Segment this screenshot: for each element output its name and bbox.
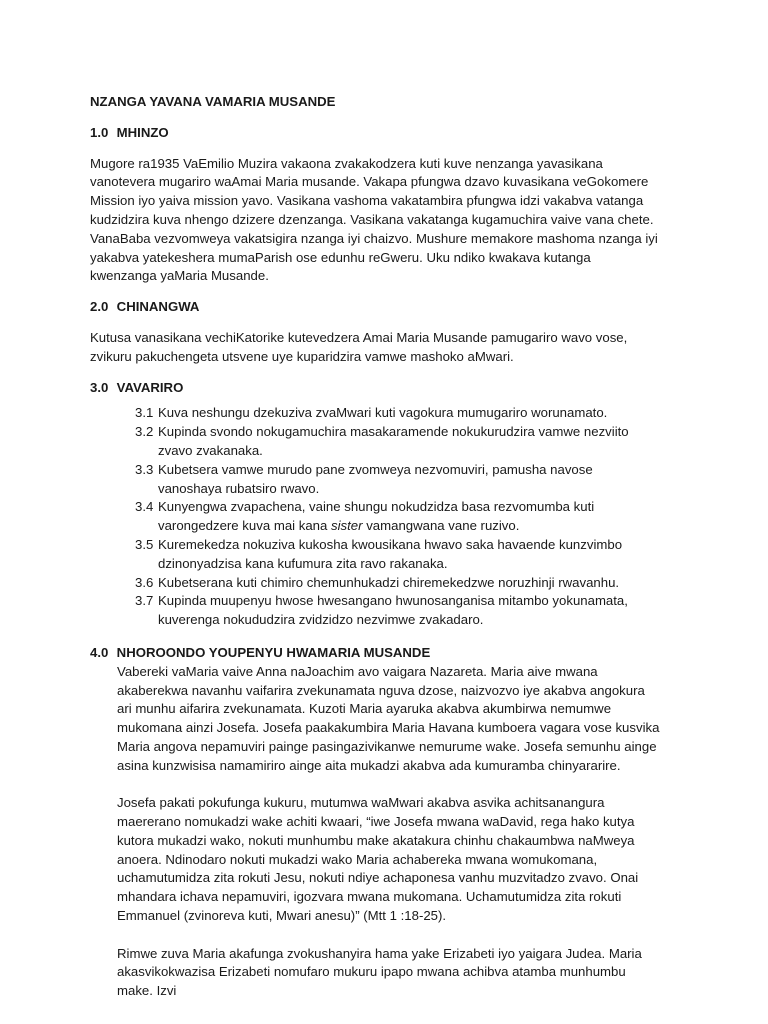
item-text-end: vamangwana vane ruzivo. xyxy=(362,518,520,534)
objectives-list xyxy=(90,404,660,630)
list-item xyxy=(90,498,660,536)
item-number: 3.2 xyxy=(135,424,154,440)
list-item xyxy=(90,592,660,630)
list-item xyxy=(90,423,660,461)
item-text: Kupinda muupenyu hwose hwesangano hwunosanganisa mitambo yokunamata, kuverenga nokududzira zvidzidzo nezvimwe zvakadaro. xyxy=(158,593,628,628)
item-text: Kubetserana kuti chimiro chemunhukadzi chiremekedzwe noruzhinji rwavanhu. xyxy=(158,574,620,590)
item-text: Kubetsera vamwe murudo pane zvomweya nezvomuviri, pamusha navose vanoshaya rubatsiro rwavo. xyxy=(158,461,593,496)
item-number: 3.7 xyxy=(135,593,154,609)
section-title: MHINZO xyxy=(116,124,169,140)
section-paragraph: Rimwe zuva Maria akafunga zvokushanyira hama yake Erizabeti iyo yaigara Judea. Maria akasvikokwazisa Erizabeti nomufaro mukuru ipapo mwana achibva atamba munhumbu make. Izvi xyxy=(117,945,642,999)
section-title: VAVARIRO xyxy=(116,379,184,395)
item-text: Kupinda svondo nokugamuchira masakaramende nokukurudzira vamwe nezviito zvavo zvakanaka. xyxy=(158,424,629,458)
section-paragraph: Vabereki vaMaria vaive Anna naJoachim avo vaigara Nazareta. Maria aive mwana akaberekwa navanhu vaifarira zvekunamata nguva dzose, naizvozvo iye akabva angokura ari munhu aifarira zvekunamata. Kuzoti Maria ayaruka akabva akumbirwa nemumwe mukomana ainzi Josefa. Josefa paakakumbira Maria Havana kumboera vagara vose kusvika Maria angova nepamuviri painge pasingazivikanwe nemurume wake. Josefa semunhu ainge asina kunzwisisa namamiriro ainge aita mukadzi akabva ada kumuramba chinyararire. xyxy=(117,663,660,773)
section-title: NHOROONDO YOUPENYU HWAMARIA MUSANDE xyxy=(116,644,431,660)
section-heading-vavariro xyxy=(90,379,660,398)
document-title: NZANGA YAVANA VAMARIA MUSANDE xyxy=(90,94,336,109)
list-item xyxy=(90,404,660,423)
section-heading-nhoroondo xyxy=(90,644,660,663)
section-heading-chinangwa xyxy=(90,298,660,317)
item-text: Kuremekedza nokuziva kukosha kwousikana hwavo saka havaende kunzvimbo dzinonyadzisa kana kufumura zita ravo rakanaka. xyxy=(158,536,623,571)
section-heading-mhinzo xyxy=(90,124,660,143)
item-text: Kuva neshungu dzekuziva zvaMwari kuti vagokura mumugariro worunamato. xyxy=(158,405,608,421)
section-paragraph: Mugore ra1935 VaEmilio Muzira vakaona zvakakodzera kuti kuve nenzanga yavasikana vanotevera mugariro waAmai Maria musande. Vakapa pfungwa dzavo kuvasikana veGokomere Mission iyo yaiva mission yavo. Vasikana vashoma vakatambira pfungwa idzi vakabva vatanga kudzidzira kuva nhengo dzizere dzenzanga. Vasikana vakatanga kugamuchira vaive vana chete. VanaBaba vezvomweya vakatsigira nzanga iyi chaizvo. Mushure memakore mashoma nzanga iyi yakabva yatekeshera mumaParish ose edunhu reGweru. Uku ndiko kwakava kutanga kwenzanga yaMaria Musande. xyxy=(90,155,658,284)
list-item xyxy=(90,574,660,593)
item-number: 3.5 xyxy=(135,536,154,552)
item-number: 3.1 xyxy=(135,405,154,421)
section-number: 1.0 xyxy=(90,124,109,140)
section-number: 3.0 xyxy=(90,379,109,395)
section-number: 4.0 xyxy=(90,644,109,660)
item-text-start: Kunyengwa zvapachena, vaine shungu nokudzidza basa rezvomumba kuti varongedzere kuva mai kana xyxy=(158,499,595,534)
section-body xyxy=(90,663,660,1001)
document-body xyxy=(90,93,660,1020)
item-number: 3.3 xyxy=(135,461,154,477)
section-title: CHINANGWA xyxy=(116,299,200,315)
item-number: 3.4 xyxy=(135,499,154,515)
section-paragraph: Kutusa vanasikana vechiKatorike kutevedzera Amai Maria Musande pamugariro wavo vose, zvikuru pakuchengeta utsvene uye kuparidzira vamwe mashoko aMwari. xyxy=(90,329,628,364)
list-item xyxy=(90,536,660,574)
item-number: 3.6 xyxy=(135,574,154,590)
section-paragraph: Josefa pakati pokufunga kukuru, mutumwa waMwari akabva asvika achitsanangura maererano nomukadzi wake achiti kwaari, “iwe Josefa mwana waDavid, rega hako kutya kutora mukadzi wako, nokuti munhumbu make akatakura chinhu chakaumbwa naMweya anoera. Ndinodaro nokuti mukadzi wako Maria achabereka mwana womukomana, uchamutumidza zita rokuti Jesu, nokuti ndiye achaponesa vanhu muzvitadzo zvavo. Onai mhandara ichava nepamuviri, igozvara mwana mukomana. Uchamutumidza zita rokuti Emmanuel (zvinoreva kuti, Mwari anesu)” (Mtt 1 :18-25). xyxy=(117,795,639,924)
section-number: 2.0 xyxy=(90,299,109,315)
list-item xyxy=(90,461,660,499)
item-text-emphasis: sister xyxy=(331,518,363,534)
